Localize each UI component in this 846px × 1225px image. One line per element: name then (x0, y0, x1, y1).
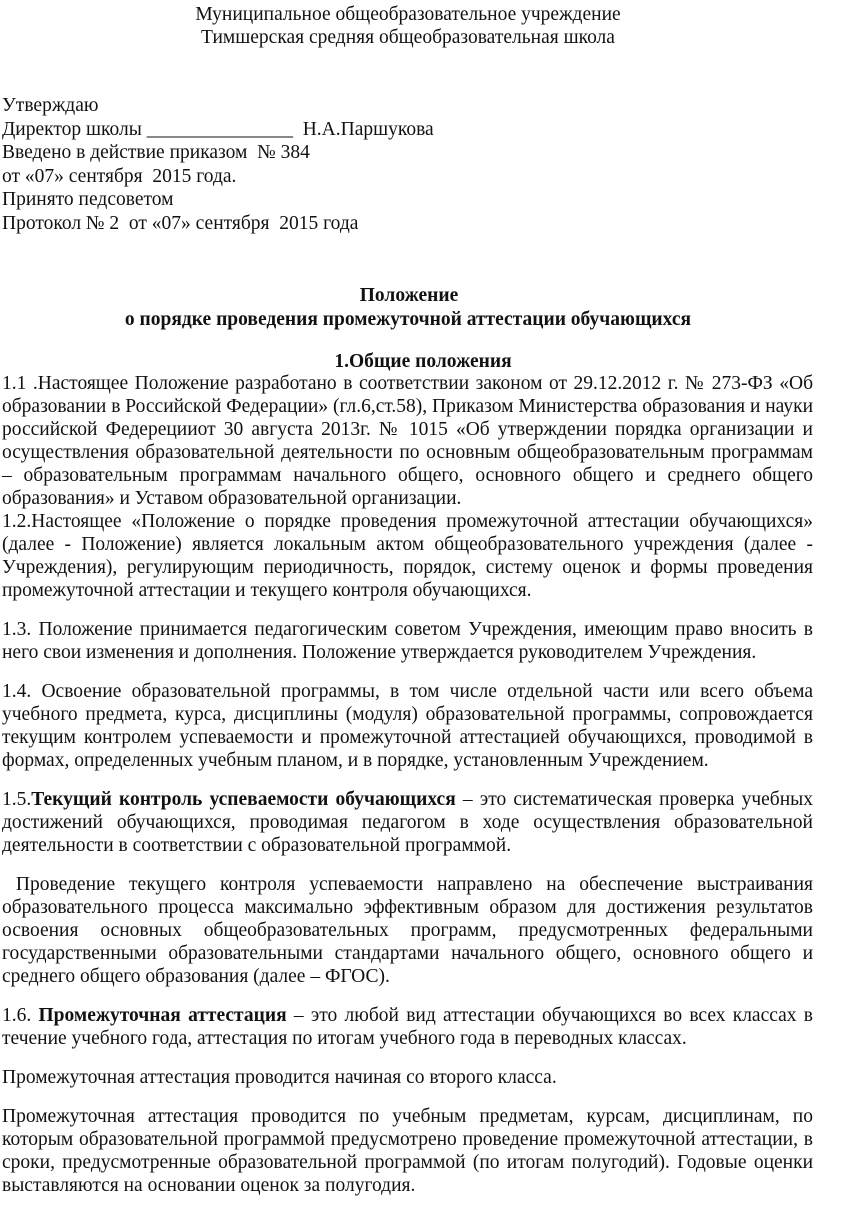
approval-director-line: Директор школы _______________ Н.А.Паршукова (2, 118, 434, 140)
school-name: Тимшерская средняя общеобразовательная школа (201, 27, 615, 48)
paragraph-1-6-start: Промежуточная аттестация проводится начиная со второго класса. (2, 1067, 557, 1088)
paragraph-1-4: 1.4. Освоение образовательной программы, в том числе отдельной части или всего объема учебного предмета, курса, дисциплины (модуля) образовательной программы, сопровождается текущим контролем успеваемости и промежуточной аттестацией обучающихся, проводимой в формах, определенных учебным планом, и в порядке, установленным Учреждением. (2, 681, 813, 771)
paragraph-1-5-text: – это систематическая проверка учебных достижений обучающихся, проводимая педагогом в ходе осуществления образовательной деятельности в соответствии с образовательной программой. (2, 789, 813, 856)
document-header (0, 3, 816, 49)
document-title (0, 284, 816, 331)
paragraph-1-5 (2, 788, 813, 857)
approval-protocol-line: Протокол № 2 от «07» сентября 2015 года (2, 212, 359, 234)
paragraph-1-3: 1.3. Положение принимается педагогическим советом Учреждения, имеющим право вносить в него свои изменения и дополнения. Положение утверждается руководителем Учреждения. (2, 619, 813, 663)
term-intermediate-attestation: Промежуточная аттестация (38, 1005, 287, 1026)
paragraph-1-5-continued: Проведение текущего контроля успеваемости направлено на обеспечение выстраивания образовательного процесса максимально эффективным образом для достижения результатов освоения основных общеобразовательных программ, предусмотренных федеральными государственными образовательными стандартами начального общего, основного общего и среднего общего образования (далее – ФГОС). (2, 874, 818, 987)
section-heading: 1.Общие положения (334, 351, 512, 372)
paragraph-1-2: 1.2.Настоящее «Положение о порядке проведения промежуточной аттестации обучающихся» (далее - Положение) является локальным актом общеобразовательного учреждения (далее - Учреждения), регулирующим периодичность, порядок, систему оценок и формы проведения промежуточной аттестации и текущего контроля обучающихся. (2, 511, 813, 601)
paragraph-1-5-number: 1.5. (2, 789, 32, 810)
institution-name: Муниципальное общеобразовательное учреждение (195, 4, 621, 25)
document-body (2, 372, 818, 1197)
approval-order-line: Введено в действие приказом № 384 (2, 142, 310, 164)
approval-council-line: Принято педсоветом (2, 189, 174, 211)
paragraph-1-6 (2, 1004, 813, 1050)
paragraph-1-6-subjects: Промежуточная аттестация проводится по учебным предметам, курсам, дисциплинам, по которым образовательной программой предусмотрено проведение промежуточной аттестации, в сроки, предусмотренные образовательной программой (по итогам полугодий). Годовые оценки выставляются на основании оценок за полугодия. (2, 1106, 813, 1196)
approval-block (2, 94, 802, 236)
term-current-control: Текущий контроль успеваемости обучающихся (31, 789, 456, 810)
paragraph-1-6-number: 1.6. (2, 1005, 39, 1026)
approval-order-date: от «07» сентября 2015 года. (2, 165, 237, 187)
approval-approve-line: Утверждаю (2, 95, 99, 116)
paragraph-1-1: 1.1 .Настоящее Положение разработано в соответствии законом от 29.12.2012 г. № 273-ФЗ «Об образовании в Российской Федерации» (гл.6,ст.58), Приказом Министерства образования и науки российской Федерецииот 30 августа 2013г. № 1015 «Об утверждении порядка организации и осуществления образовательной деятельности по основным общеобразовательным программам – образовательным программам начального общего, основного общего и среднего общего образования» и Уставом образовательной организации. (2, 373, 814, 509)
paragraph-1-6-text: – это любой вид аттестации обучающихся во всех классах в течение учебного года, аттестация по итогам учебного года в переводных классах. (2, 1005, 814, 1049)
title-line-2: о порядке проведения промежуточной аттестации обучающихся (124, 309, 692, 330)
title-line-1: Положение (359, 285, 459, 306)
